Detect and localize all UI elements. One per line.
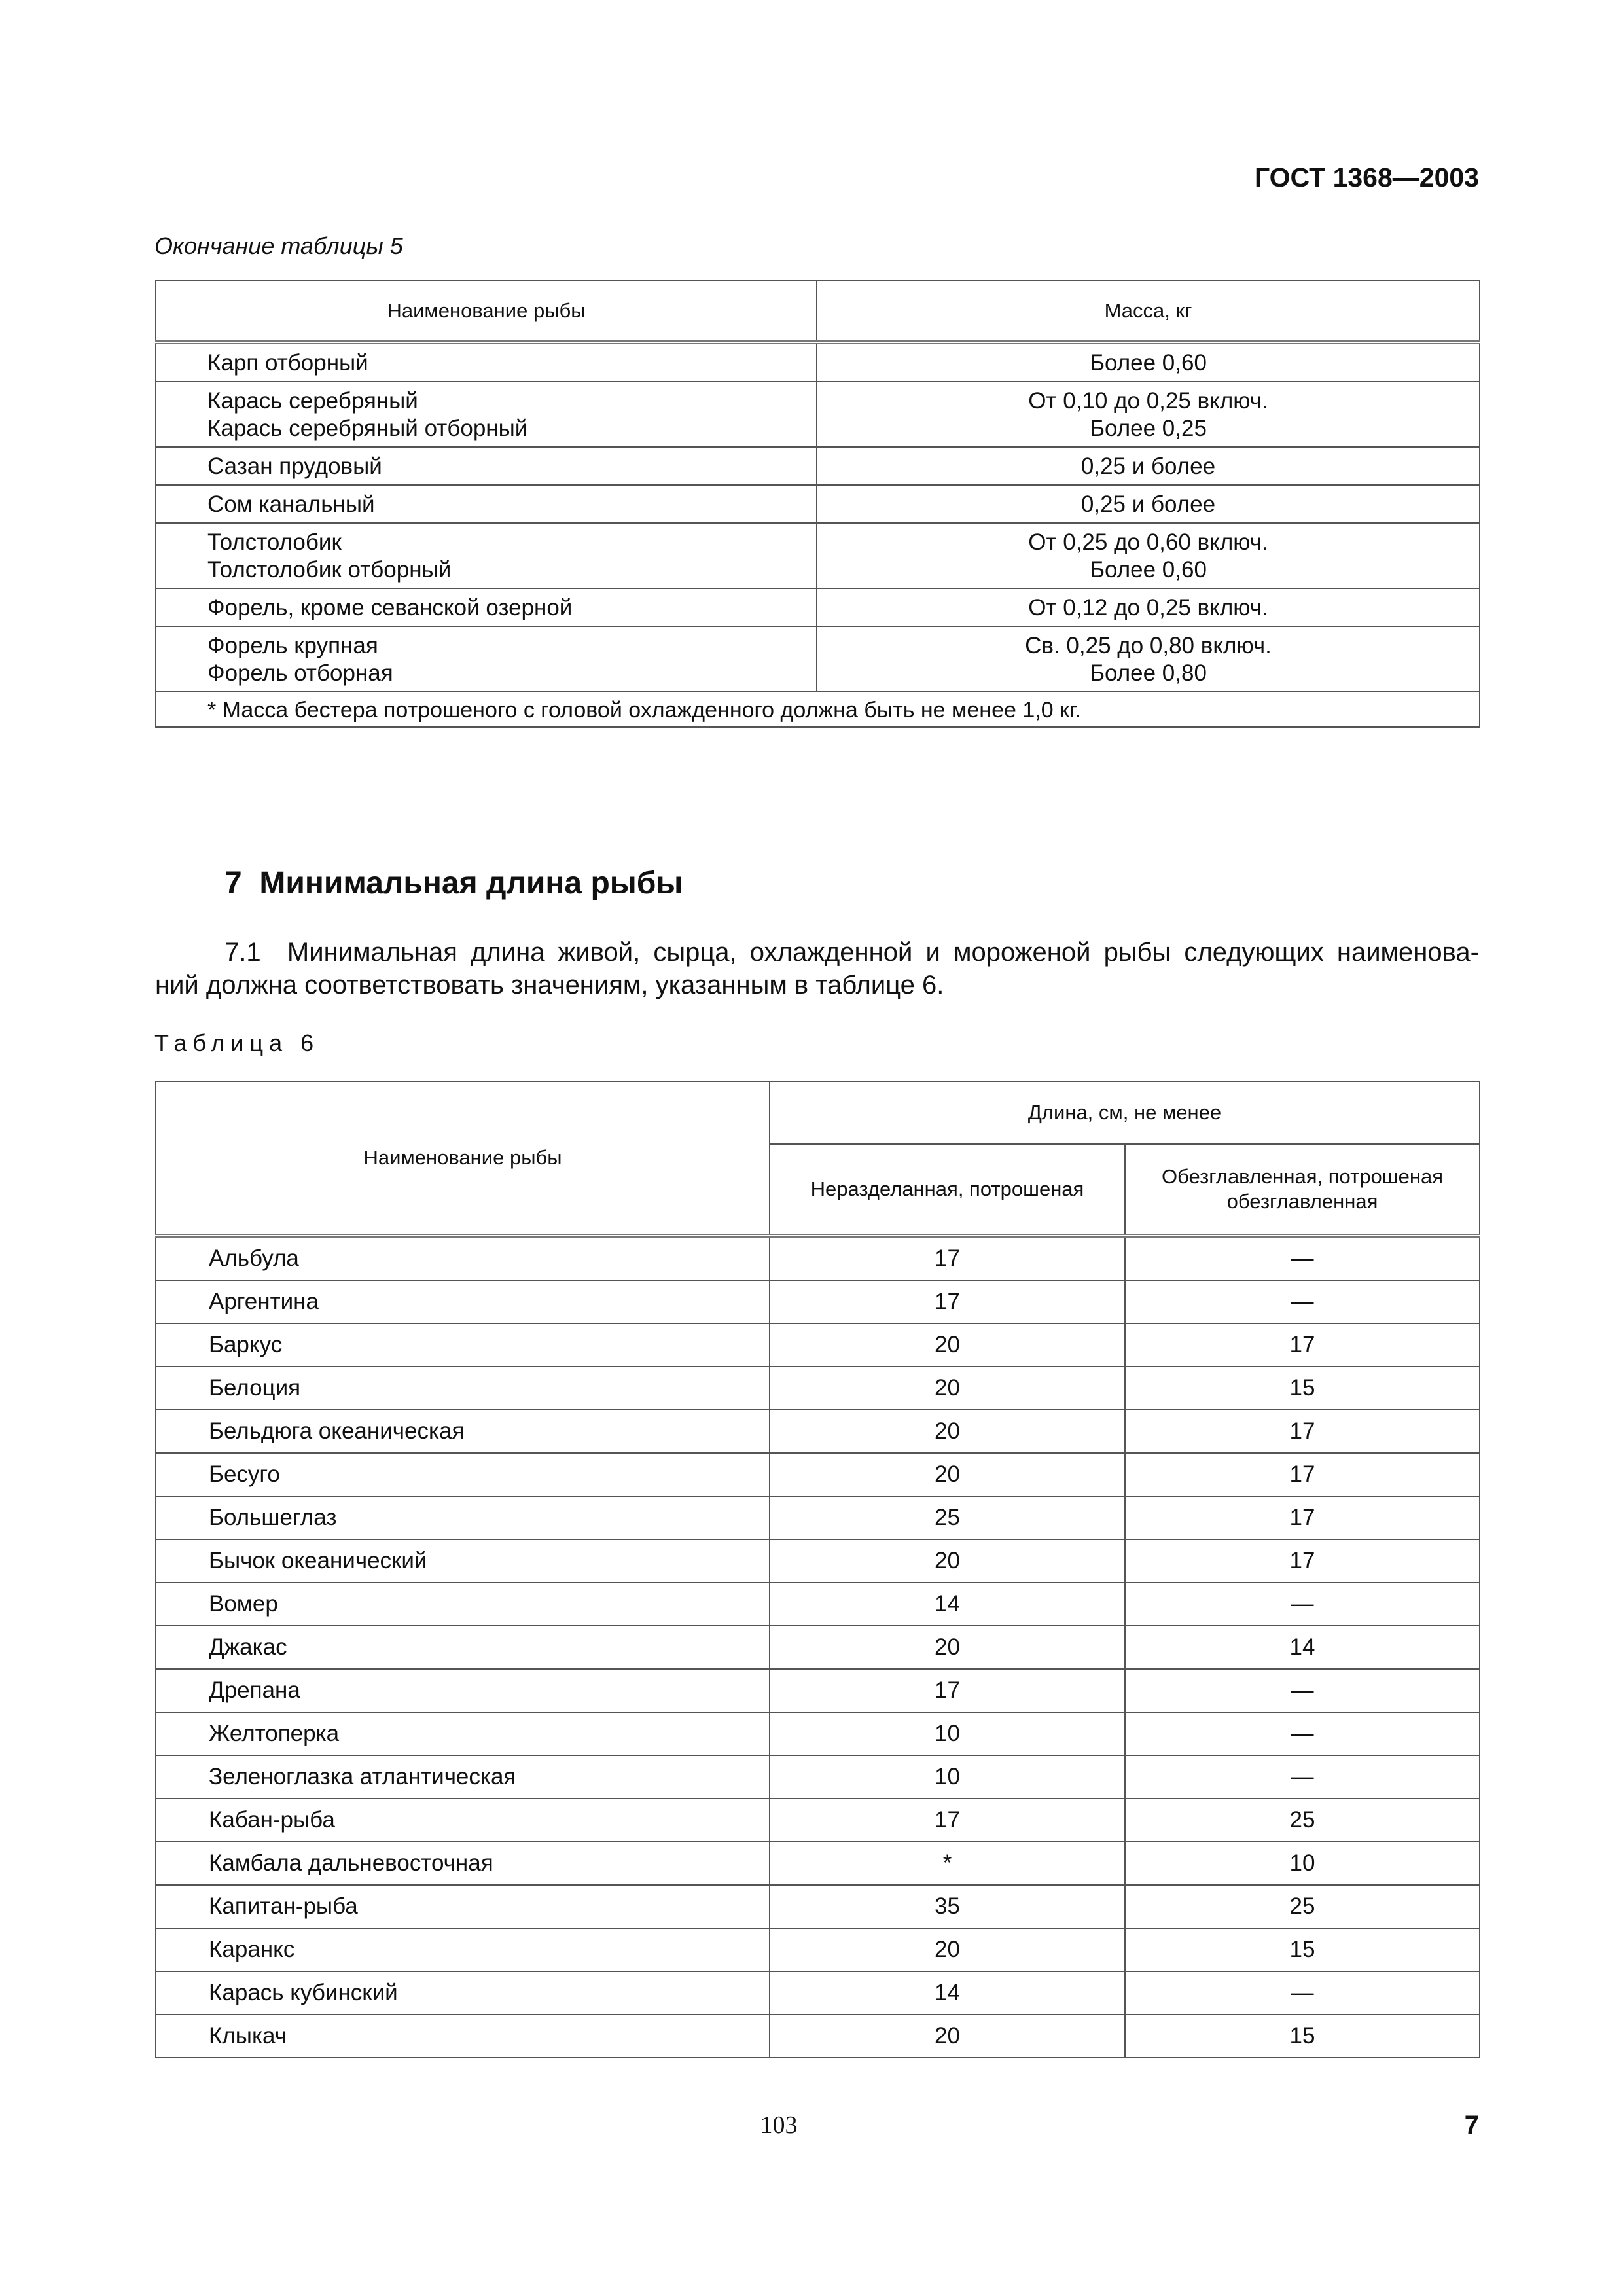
- mass-cell: От 0,10 до 0,25 включ. Более 0,25: [817, 382, 1480, 447]
- table6-row: [156, 1496, 1480, 1539]
- fish-name-cell: Каранкс: [156, 1928, 770, 1971]
- length-headless-cell: —: [1125, 1583, 1480, 1626]
- table5-footnote-row: [156, 692, 1480, 727]
- length-ungutted-cell: 20: [770, 1410, 1125, 1453]
- table6-row: [156, 1928, 1480, 1971]
- fish-name-cell: Клыкач: [156, 2015, 770, 2058]
- mass-cell: Св. 0,25 до 0,80 включ. Более 0,80: [817, 626, 1480, 692]
- table6: [155, 1081, 1480, 2058]
- table6-row: [156, 1410, 1480, 1453]
- length-headless-cell: 17: [1125, 1496, 1480, 1539]
- mass-cell: Более 0,60: [817, 342, 1480, 382]
- fish-name-cell: Форель, кроме севанской озерной: [156, 588, 817, 626]
- mass-cell: От 0,25 до 0,60 включ. Более 0,60: [817, 523, 1480, 588]
- fish-name-cell: Зеленоглазка атлантическая: [156, 1755, 770, 1799]
- length-headless-cell: 10: [1125, 1842, 1480, 1885]
- table5-row: [156, 626, 1480, 692]
- length-headless-cell: —: [1125, 1971, 1480, 2015]
- length-headless-cell: 15: [1125, 1928, 1480, 1971]
- table6-row: [156, 1626, 1480, 1669]
- table6-header-headless: Обезглавленная, потрошеная обезглавленная: [1125, 1144, 1480, 1236]
- length-headless-cell: 15: [1125, 1367, 1480, 1410]
- page-number-center: 103: [760, 2111, 798, 2139]
- table6-header-name: Наименование рыбы: [156, 1081, 770, 1236]
- paragraph-line-2: ний должна соответствовать значениям, указанным в таблице 6.: [155, 971, 944, 999]
- document-code: ГОСТ 1368—2003: [1254, 162, 1479, 192]
- table6-row: [156, 1971, 1480, 2015]
- length-headless-cell: 14: [1125, 1626, 1480, 1669]
- table6-row: [156, 1539, 1480, 1583]
- table6-row: [156, 1453, 1480, 1496]
- length-headless-cell: 17: [1125, 1539, 1480, 1583]
- fish-name-cell: Баркус: [156, 1323, 770, 1367]
- fish-name-cell: Капитан-рыба: [156, 1885, 770, 1928]
- length-ungutted-cell: 14: [770, 1583, 1125, 1626]
- fish-name-cell: Карась серебряный Карась серебряный отборный: [156, 382, 817, 447]
- paragraph-7-1: [155, 936, 1479, 1001]
- mass-cell: 0,25 и более: [817, 485, 1480, 523]
- table6-row: [156, 1799, 1480, 1842]
- fish-name-cell: Бесуго: [156, 1453, 770, 1496]
- length-ungutted-cell: 17: [770, 1236, 1125, 1280]
- length-ungutted-cell: 35: [770, 1885, 1125, 1928]
- table6-header-ungutted: Неразделанная, потрошеная: [770, 1144, 1125, 1236]
- length-ungutted-cell: 10: [770, 1755, 1125, 1799]
- table5-header-name: Наименование рыбы: [156, 281, 817, 342]
- fish-name-cell: Желтоперка: [156, 1712, 770, 1755]
- length-ungutted-cell: 10: [770, 1712, 1125, 1755]
- table5-row: [156, 447, 1480, 485]
- table6-header-length: Длина, см, не менее: [770, 1081, 1480, 1144]
- fish-name-cell: Камбала дальневосточная: [156, 1842, 770, 1885]
- fish-name-cell: Белоция: [156, 1367, 770, 1410]
- table5-caption: Окончание таблицы 5: [154, 232, 403, 259]
- fish-name-cell: Форель крупная Форель отборная: [156, 626, 817, 692]
- length-ungutted-cell: 17: [770, 1280, 1125, 1323]
- table5-header-mass: Масса, кг: [817, 281, 1480, 342]
- length-ungutted-cell: 20: [770, 1323, 1125, 1367]
- fish-name-cell: Сом канальный: [156, 485, 817, 523]
- fish-name-cell: Толстолобик Толстолобик отборный: [156, 523, 817, 588]
- length-ungutted-cell: 20: [770, 2015, 1125, 2058]
- table5-row: [156, 588, 1480, 626]
- fish-name-cell: Бельдюга океаническая: [156, 1410, 770, 1453]
- length-ungutted-cell: 20: [770, 1626, 1125, 1669]
- table6-row: [156, 1583, 1480, 1626]
- length-headless-cell: —: [1125, 1669, 1480, 1712]
- table5: [155, 280, 1480, 728]
- length-headless-cell: 15: [1125, 2015, 1480, 2058]
- length-headless-cell: 17: [1125, 1453, 1480, 1496]
- length-headless-cell: 17: [1125, 1410, 1480, 1453]
- mass-cell: 0,25 и более: [817, 447, 1480, 485]
- length-headless-cell: —: [1125, 1236, 1480, 1280]
- table6-row: [156, 2015, 1480, 2058]
- fish-name-cell: Карась кубинский: [156, 1971, 770, 2015]
- table6-caption: Таблица 6: [154, 1030, 320, 1056]
- length-headless-cell: 25: [1125, 1799, 1480, 1842]
- length-ungutted-cell: 20: [770, 1539, 1125, 1583]
- table6-row: [156, 1885, 1480, 1928]
- fish-name-cell: Сазан прудовый: [156, 447, 817, 485]
- table6-row: [156, 1323, 1480, 1367]
- fish-name-cell: Дрепана: [156, 1669, 770, 1712]
- paragraph-line-1: 7.1 Минимальная длина живой, сырца, охлажденной и мороженой рыбы следующих наименова-: [224, 938, 1479, 967]
- table6-row: [156, 1280, 1480, 1323]
- table5-row: [156, 485, 1480, 523]
- length-ungutted-cell: 20: [770, 1453, 1125, 1496]
- fish-name-cell: Альбула: [156, 1236, 770, 1280]
- table6-row: [156, 1367, 1480, 1410]
- fish-name-cell: Аргентина: [156, 1280, 770, 1323]
- table5-row: [156, 523, 1480, 588]
- table5-row: [156, 342, 1480, 382]
- length-ungutted-cell: 14: [770, 1971, 1125, 2015]
- length-ungutted-cell: 25: [770, 1496, 1125, 1539]
- section-heading: 7 Минимальная длина рыбы: [224, 866, 683, 901]
- table6-header-row: [156, 1081, 1480, 1144]
- length-ungutted-cell: 20: [770, 1367, 1125, 1410]
- table5-header-row: [156, 281, 1480, 342]
- fish-name-cell: Джакас: [156, 1626, 770, 1669]
- length-ungutted-cell: 17: [770, 1799, 1125, 1842]
- length-headless-cell: —: [1125, 1280, 1480, 1323]
- mass-cell: От 0,12 до 0,25 включ.: [817, 588, 1480, 626]
- page-number-right: 7: [1464, 2111, 1479, 2140]
- table6-row: [156, 1236, 1480, 1280]
- length-ungutted-cell: *: [770, 1842, 1125, 1885]
- table6-row: [156, 1755, 1480, 1799]
- length-ungutted-cell: 17: [770, 1669, 1125, 1712]
- table5-row: [156, 382, 1480, 447]
- length-headless-cell: —: [1125, 1755, 1480, 1799]
- fish-name-cell: Вомер: [156, 1583, 770, 1626]
- length-headless-cell: —: [1125, 1712, 1480, 1755]
- length-headless-cell: 25: [1125, 1885, 1480, 1928]
- fish-name-cell: Кабан-рыба: [156, 1799, 770, 1842]
- table6-row: [156, 1669, 1480, 1712]
- length-ungutted-cell: 20: [770, 1928, 1125, 1971]
- table6-row: [156, 1842, 1480, 1885]
- fish-name-cell: Бычок океанический: [156, 1539, 770, 1583]
- length-headless-cell: 17: [1125, 1323, 1480, 1367]
- table6-row: [156, 1712, 1480, 1755]
- fish-name-cell: Большеглаз: [156, 1496, 770, 1539]
- table5-footnote: * Масса бестера потрошеного с головой охлажденного должна быть не менее 1,0 кг.: [156, 692, 1480, 727]
- fish-name-cell: Карп отборный: [156, 342, 817, 382]
